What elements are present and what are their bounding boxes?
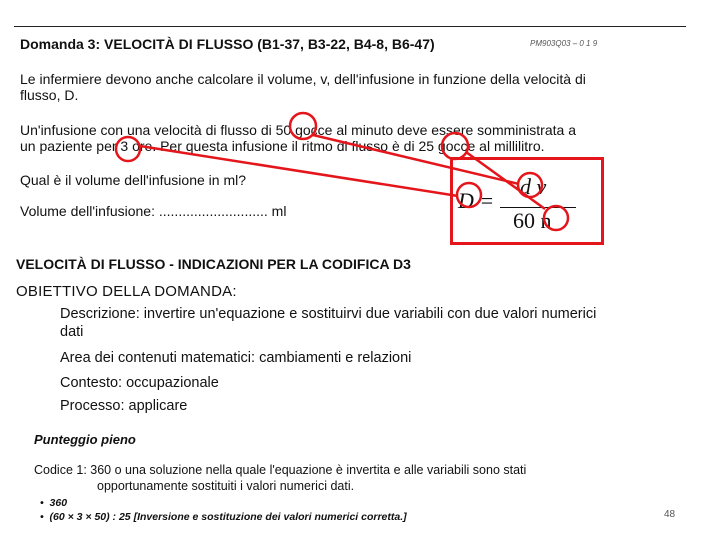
bullet-text: 360 bbox=[49, 497, 68, 509]
page-number: 48 bbox=[664, 509, 676, 520]
problem-line-1: Un'infusione con una velocità di flusso di 50 gocce al minuto deve essere somministrata a bbox=[20, 122, 576, 138]
intro-line-2: flusso, D. bbox=[20, 87, 79, 103]
content-area: Area dei contenuti matematici: cambiamenti e relazioni bbox=[60, 350, 412, 366]
top-rule bbox=[14, 26, 686, 27]
code-line-2: opportunamente sostituiti i valori numerici dati. bbox=[97, 479, 355, 493]
context: Contesto: occupazionale bbox=[60, 375, 219, 391]
description-line-2: dati bbox=[60, 324, 84, 340]
code-line-1: Codice 1: 360 o una soluzione nella quale l'equazione è invertita e alle variabili sono stati bbox=[34, 463, 527, 477]
bullet-item bbox=[40, 511, 407, 523]
description-line-1: Descrizione: invertire un'equazione e sostituirvi due variabili con due valori numerici bbox=[60, 306, 597, 322]
question-code: PM903Q03 – 0 1 9 bbox=[530, 39, 598, 48]
bullet-text: (60 × 3 × 50) : 25 [Inversione e sostituzione dei valori numerici corretta.] bbox=[49, 511, 407, 523]
formula-lhs: D = bbox=[458, 188, 495, 213]
bullet-item bbox=[40, 497, 67, 509]
section-title: VELOCITÀ DI FLUSSO - INDICAZIONI PER LA CODIFICA D3 bbox=[16, 256, 411, 272]
process: Processo: applicare bbox=[60, 398, 188, 414]
scoring-title: Punteggio pieno bbox=[34, 432, 136, 447]
formula-denominator: 60 n bbox=[513, 208, 552, 233]
bullet-dot: • bbox=[40, 511, 50, 523]
intro-line-1: Le infermiere devono anche calcolare il volume, v, dell'infusione in funzione della velocità di bbox=[20, 71, 586, 87]
problem-line-2: un paziente per 3 ore. Per questa infusione il ritmo di flusso è di 25 gocce al millilitro. bbox=[20, 138, 545, 154]
answer-line: Volume dell'infusione: ............................ ml bbox=[20, 203, 287, 219]
formula-numerator: d v bbox=[520, 174, 547, 199]
question-text: Qual è il volume dell'infusione in ml? bbox=[20, 172, 247, 188]
bullet-dot: • bbox=[40, 497, 50, 509]
question-heading: Domanda 3: VELOCITÀ DI FLUSSO (B1-37, B3-22, B4-8, B6-47) bbox=[20, 36, 435, 52]
objective-title: OBIETTIVO DELLA DOMANDA: bbox=[16, 283, 237, 300]
